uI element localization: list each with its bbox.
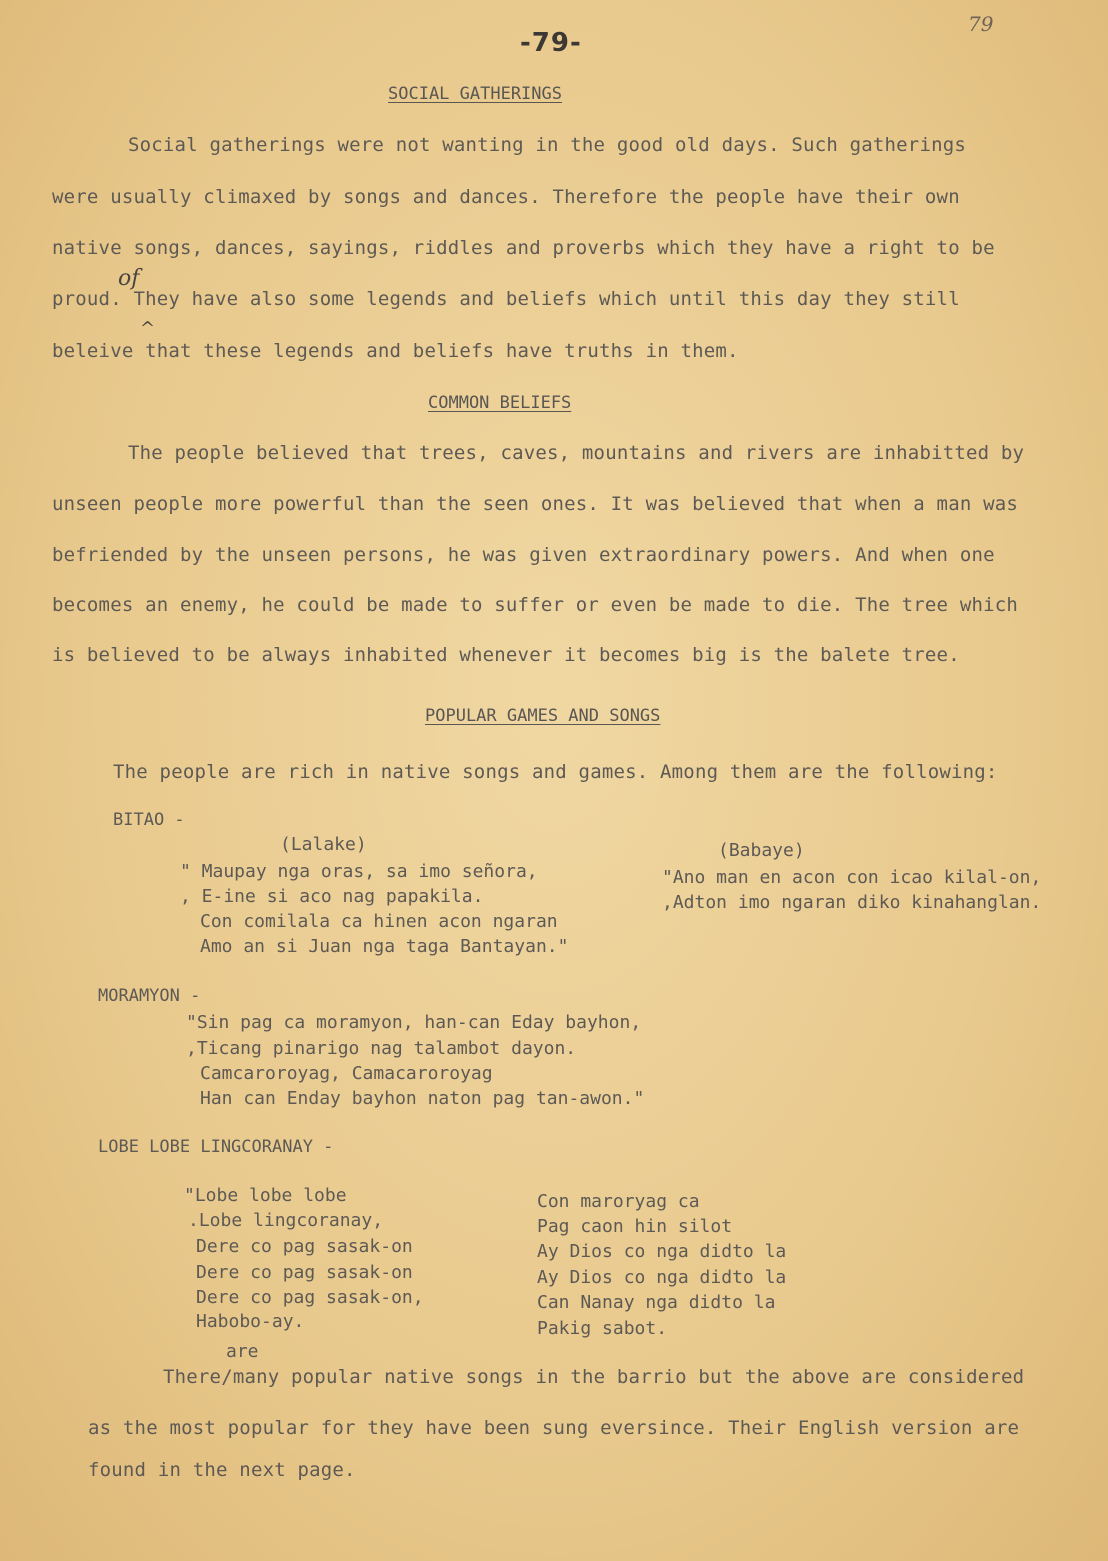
social-line-5: beleive that these legends and beliefs have truths in them.: [52, 340, 739, 362]
lobe-left-line-2: .Lobe lingcoranay,: [188, 1210, 384, 1231]
lobe-left-line-6: Habobo-ay.: [196, 1311, 305, 1332]
bitao-male-line-3: Con comilala ca hinen acon ngaran: [200, 911, 558, 932]
bitao-male-line-1: " Maupay nga oras, sa imo señora,: [180, 861, 538, 882]
social-line-3: native songs, dances, sayings, riddles and proverbs which they have a right to be: [52, 237, 995, 259]
typed-insert-are: are: [226, 1341, 259, 1362]
social-line-4: proud. They have also some legends and beliefs which until this day they still: [52, 288, 960, 310]
games-intro: The people are rich in native songs and games. Among them are the following:: [113, 761, 998, 783]
social-line-2: were usually climaxed by songs and dances. Therefore the people have their own: [52, 186, 960, 208]
bitao-female-line-1: "Ano man en acon con icao kilal-on,: [662, 867, 1042, 888]
bitao-title: BITAO -: [113, 810, 185, 830]
beliefs-line-3: befriended by the unseen persons, he was given extraordinary powers. And when one: [52, 544, 995, 566]
moramyon-line-4: Han can Enday bayhon naton pag tan-awon.": [200, 1088, 645, 1109]
lobe-left-line-3: Dere co pag sasak-on: [196, 1236, 413, 1257]
closing-line-3: found in the next page.: [88, 1459, 356, 1481]
social-gatherings-heading: SOCIAL GATHERINGS: [388, 84, 562, 104]
lobe-right-line-4: Ay Dios co nga didto la: [537, 1267, 787, 1288]
bitao-male-label: (Lalake): [280, 834, 367, 855]
bitao-female-label: (Babaye): [718, 840, 805, 861]
closing-line-1: There/many popular native songs in the barrio but the above are considered: [163, 1366, 1025, 1388]
lobe-right-line-6: Pakig sabot.: [537, 1318, 668, 1339]
common-beliefs-heading: COMMON BELIEFS: [428, 393, 572, 413]
lobe-right-line-1: Con maroryag ca: [537, 1191, 700, 1212]
pencil-page-number: 79: [968, 12, 994, 36]
beliefs-line-5: is believed to be always inhabited whenever it becomes big is the balete tree.: [52, 644, 960, 666]
beliefs-line-4: becomes an enemy, he could be made to suffer or even be made to die. The tree which: [52, 594, 1019, 616]
moramyon-title: MORAMYON -: [98, 986, 201, 1006]
lobe-left-line-4: Dere co pag sasak-on: [196, 1262, 413, 1283]
lobe-right-line-5: Can Nanay nga didto la: [537, 1292, 776, 1313]
moramyon-line-3: Camcaroroyag, Camacaroroyag: [200, 1063, 493, 1084]
moramyon-line-1: "Sin pag ca moramyon, han-can Eday bayhon,: [186, 1012, 642, 1033]
bitao-male-line-2: , E-ine si aco nag papakila.: [180, 886, 484, 907]
handwritten-caret: ^: [140, 318, 156, 339]
moramyon-line-2: ,Ticang pinarigo nag talambot dayon.: [186, 1038, 577, 1059]
popular-games-heading: POPULAR GAMES AND SONGS: [425, 706, 661, 726]
social-line-1: Social gatherings were not wanting in the good old days. Such gatherings: [128, 134, 967, 156]
beliefs-line-1: The people believed that trees, caves, mountains and rivers are inhabitted by: [128, 442, 1025, 464]
lobe-right-line-3: Ay Dios co nga didto la: [537, 1241, 787, 1262]
page-number: -79-: [520, 28, 582, 58]
handwritten-insert-of: of: [118, 266, 140, 291]
beliefs-line-2: unseen people more powerful than the seen ones. It was believed that when a man was: [52, 493, 1019, 515]
lobe-right-line-2: Pag caon hin silot: [537, 1216, 733, 1237]
lobe-left-line-1: "Lobe lobe lobe: [184, 1185, 347, 1206]
lobe-left-line-5: Dere co pag sasak-on,: [196, 1287, 424, 1308]
bitao-female-line-2: ,Adton imo ngaran diko kinahanglan.: [662, 892, 1042, 913]
closing-line-2: as the most popular for they have been sung eversince. Their English version are: [88, 1417, 1020, 1439]
lobe-title: LOBE LOBE LINGCORANAY -: [98, 1137, 334, 1157]
bitao-male-line-4: Amo an si Juan nga taga Bantayan.": [200, 936, 569, 957]
